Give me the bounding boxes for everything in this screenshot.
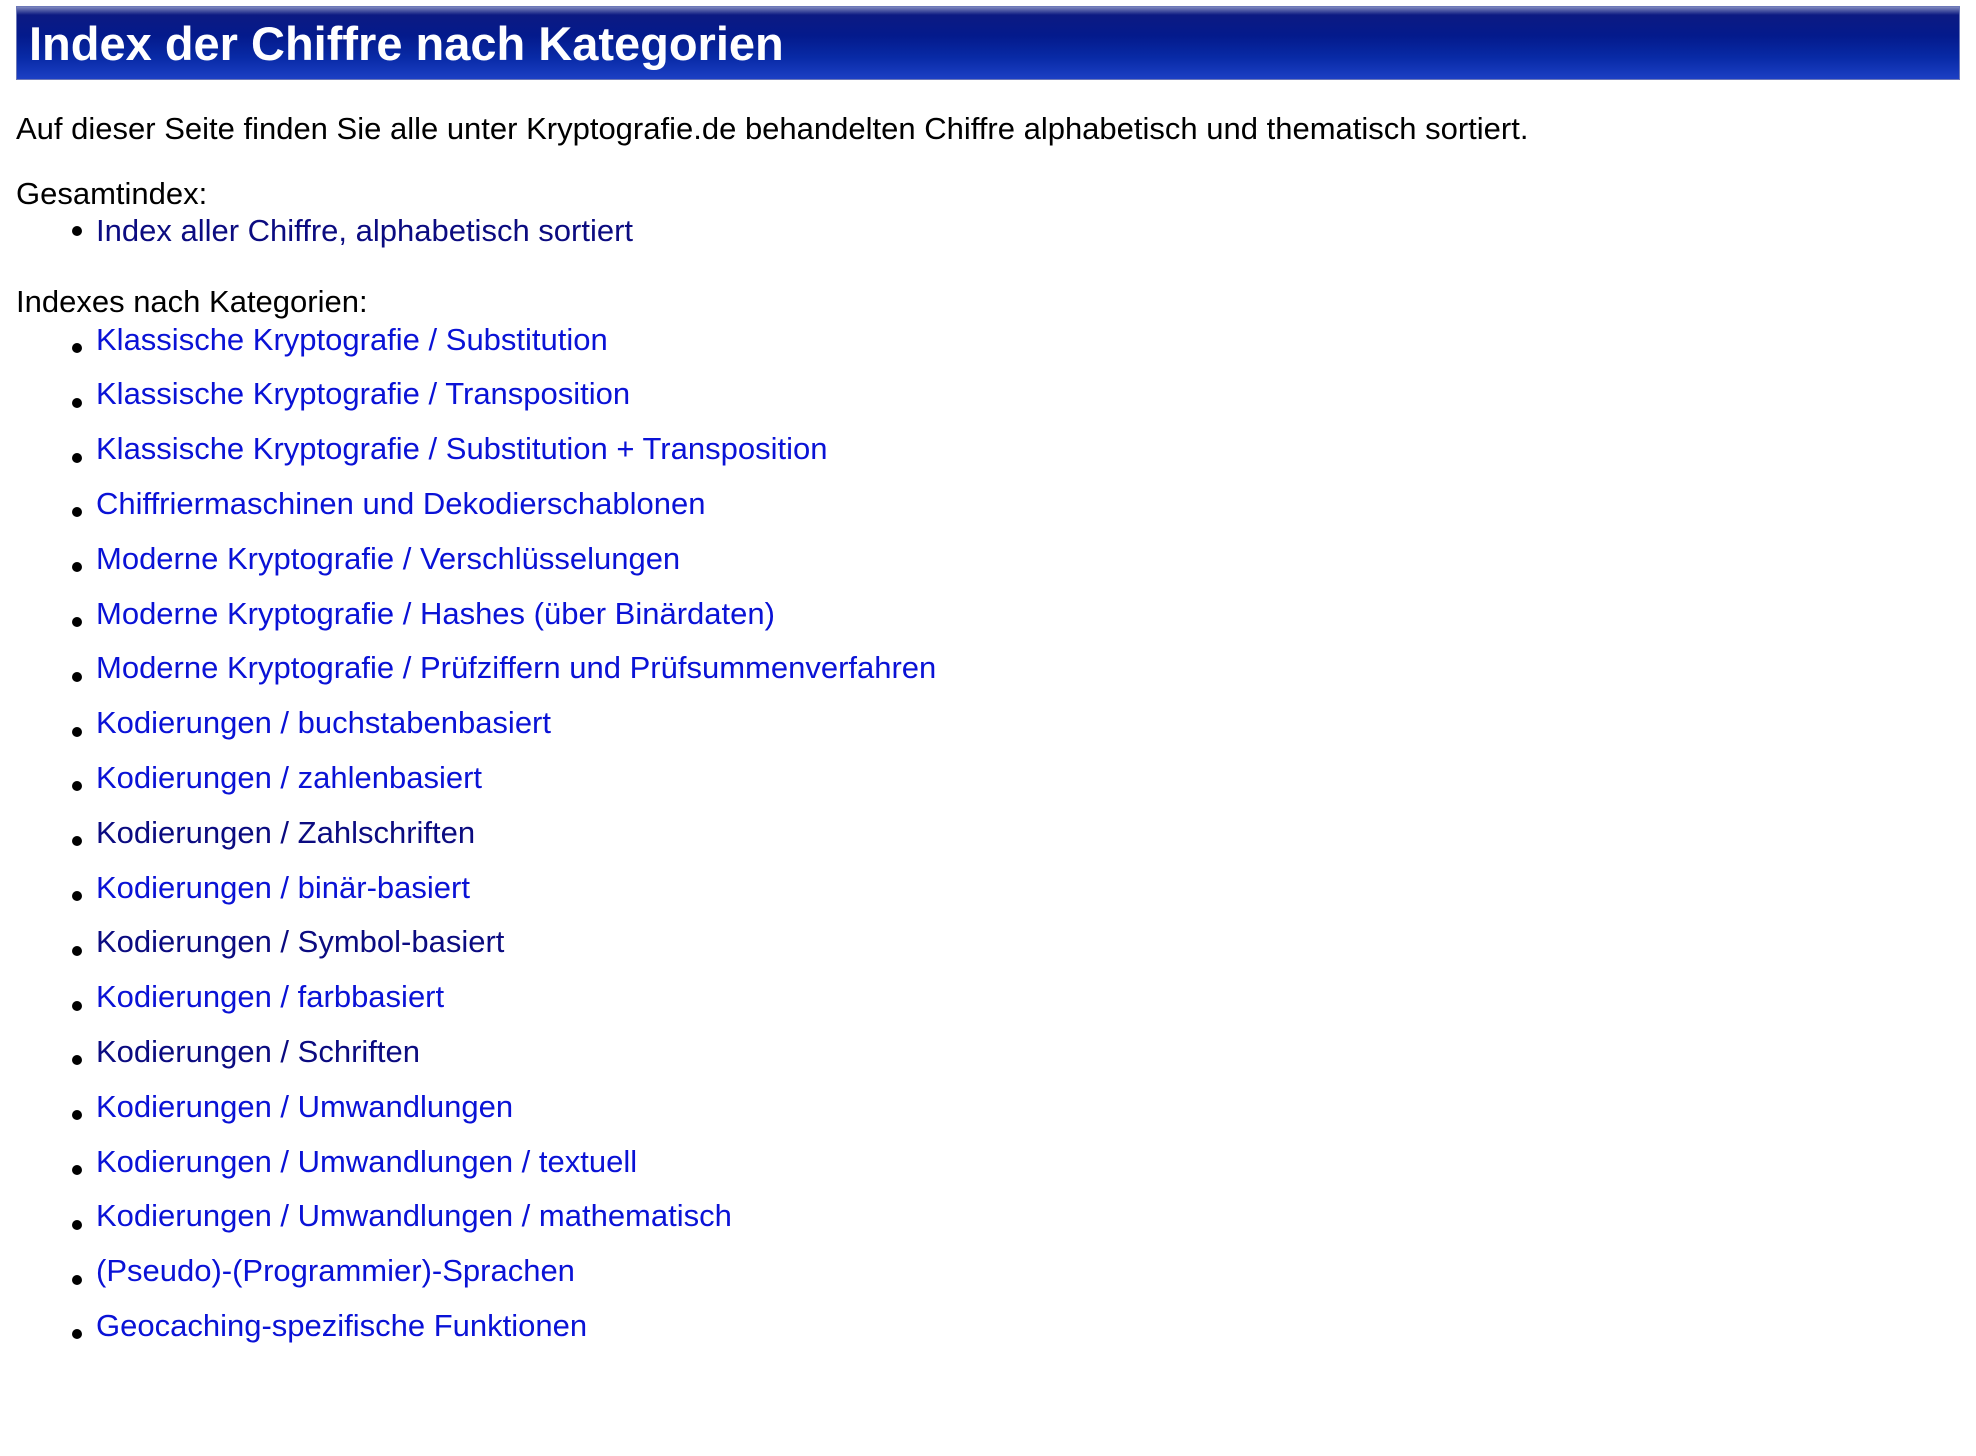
bullet-icon [72, 1055, 82, 1065]
kategorie-item [16, 759, 1960, 814]
kategorie-item [16, 649, 1960, 704]
index-link[interactable]: Kodierungen / farbbasiert [96, 979, 445, 1015]
bullet-icon [72, 617, 82, 627]
gesamtindex-item [16, 212, 1960, 249]
index-link[interactable]: Kodierungen / Symbol-basiert [96, 924, 505, 960]
page-title: Index der Chiffre nach Kategorien [29, 16, 784, 70]
kategorie-item [16, 540, 1960, 595]
bullet-icon [72, 453, 82, 463]
index-link[interactable]: (Pseudo)-(Programmier)-Sprachen [96, 1253, 575, 1289]
kategorie-item [16, 321, 1960, 376]
index-link[interactable]: Chiffriermaschinen und Dekodierschablonen [96, 485, 706, 521]
gesamtindex-list [16, 212, 1960, 249]
index-link[interactable]: Klassische Kryptografie / Substitution + Transposition [96, 431, 828, 467]
index-link[interactable]: Kodierungen / zahlenbasiert [96, 759, 483, 795]
index-link[interactable]: Kodierungen / Umwandlungen / textuell [96, 1143, 638, 1179]
bullet-icon [72, 1110, 82, 1120]
index-link[interactable]: Kodierungen / Schriften [96, 1033, 420, 1069]
bullet-icon [72, 398, 82, 408]
kategorie-item [16, 485, 1960, 540]
bullet-icon [72, 562, 82, 572]
index-link[interactable]: Index aller Chiffre, alphabetisch sortiert [96, 213, 634, 249]
kategorie-item [16, 1307, 1960, 1362]
kategorie-item [16, 978, 1960, 1033]
bullet-icon [72, 1220, 82, 1230]
kategorie-item [16, 375, 1960, 430]
bullet-icon [72, 1275, 82, 1285]
bullet-icon [72, 507, 82, 517]
kategorie-item [16, 814, 1960, 869]
kategorie-item [16, 704, 1960, 759]
kategorien-list [16, 321, 1960, 1362]
bullet-icon [72, 781, 82, 791]
bullet-icon [72, 891, 82, 901]
bullet-icon [72, 226, 82, 236]
index-link[interactable]: Kodierungen / Umwandlungen / mathematisch [96, 1198, 732, 1234]
index-link[interactable]: Moderne Kryptografie / Prüfziffern und Prüfsummenverfahren [96, 650, 937, 686]
bullet-icon [72, 946, 82, 956]
index-link[interactable]: Kodierungen / Umwandlungen [96, 1088, 514, 1124]
index-link[interactable]: Klassische Kryptografie / Substitution [96, 321, 608, 357]
index-link[interactable]: Kodierungen / Zahlschriften [96, 814, 476, 850]
index-link[interactable]: Kodierungen / binär-basiert [96, 869, 470, 905]
title-bar [16, 6, 1960, 80]
kategorien-label: Indexes nach Kategorien: [16, 284, 368, 320]
kategorie-item [16, 869, 1960, 924]
index-link[interactable]: Kodierungen / buchstabenbasiert [96, 705, 551, 741]
kategorie-item [16, 1197, 1960, 1252]
kategorie-item [16, 430, 1960, 485]
index-link[interactable]: Moderne Kryptografie / Verschlüsselungen [96, 540, 681, 576]
bullet-icon [72, 672, 82, 682]
kategorie-item [16, 1252, 1960, 1307]
kategorie-item [16, 1143, 1960, 1198]
kategorie-item [16, 1033, 1960, 1088]
index-link[interactable]: Moderne Kryptografie / Hashes (über Binärdaten) [96, 595, 775, 631]
kategorie-item [16, 923, 1960, 978]
bullet-icon [72, 727, 82, 737]
kategorie-item [16, 1088, 1960, 1143]
bullet-icon [72, 836, 82, 846]
bullet-icon [72, 1329, 82, 1339]
gesamtindex-label: Gesamtindex: [16, 176, 208, 212]
index-link[interactable]: Klassische Kryptografie / Transposition [96, 376, 631, 412]
bullet-icon [72, 1001, 82, 1011]
kategorie-item [16, 595, 1960, 650]
index-link[interactable]: Geocaching-spezifische Funktionen [96, 1307, 588, 1343]
intro-text: Auf dieser Seite finden Sie alle unter Kryptografie.de behandelten Chiffre alphabetisch und thematisch sortiert. [16, 111, 1529, 146]
bullet-icon [72, 1165, 82, 1175]
bullet-icon [72, 343, 82, 353]
